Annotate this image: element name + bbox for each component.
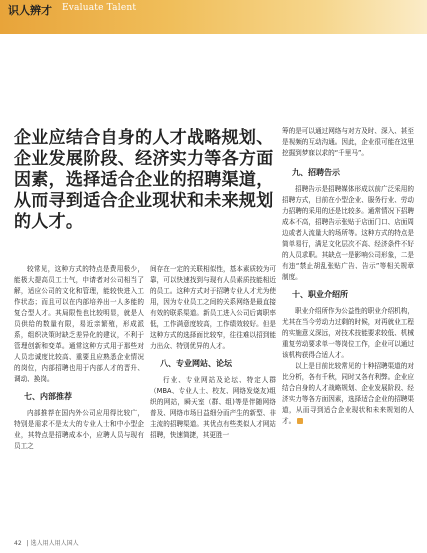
- body-paragraph: 间存在一定的关联相似性，基本素质较为可靠，可以快速找到与现有人员素质技能相近的员工。这种方式对于招聘专业人才尤为使用，因为专业员工之间的关系网络是最直接有效的联系渠道。新员工进入公司后离职率低，工作满意度较高，工作绩效较好。但是这种方式的选择面比较窄，往往难以招到能力出众、特别优异的人才。: [150, 265, 276, 350]
- section-title: 识人辨才: [8, 4, 52, 17]
- header-bar: [0, 0, 427, 34]
- body-paragraph: 行业、专业网站及论坛、特定人群（MBA、专业人士、校友、网络发烧友)组织的网站，瞬天室（群、组)等是伴随网络普及、网络市场日益细分而产生的新型、非主流的招聘渠道。其优点有些类似人才网站招聘，快速简捷，其更胜一: [150, 376, 276, 439]
- page-footer: 42 | 选人用人用人国人: [14, 540, 79, 547]
- column-3: [282, 126, 414, 427]
- column-2: [150, 264, 276, 441]
- section-heading-employment-agency: 十、职业介绍所: [292, 290, 348, 299]
- section-heading-professional-websites: 八、专业网站、论坛: [160, 359, 232, 368]
- magazine-name: 选人用人用人国人: [30, 540, 79, 547]
- page-number: 42: [14, 540, 22, 547]
- body-paragraph: 招聘告示是招聘媒体形成以前广泛采用的招聘方式，目前在小型企业、服务行业、劳动力招聘的采用的还是比较多。通常情况下招聘成本不高，招聘告示张贴于店面门口、店面周边或者人流量大的场所等。这种方式的特点是简单易行，满足文化层次不高、经济条件不好的人员求职。其缺点一是影响公司形象，二是有违“禁止胡乱张贴广告、告示”等相关规章制度。: [282, 185, 414, 281]
- body-paragraph: 内部推荐在国内外公司应用得比较广，特别是需求不是太大的专业人士和中小型企业，其特点是招聘成本小，应聘人员与现有员工之: [14, 409, 144, 450]
- body-paragraph: 职业介绍所作为公益性的职业介绍机构，尤其在当今劳动力过剩的时候，对再就业工程的实施意义深远，对技术技能要求较低、机械重复劳动要求单一等岗位工作，企业可以通过该机构获得合适人才。: [282, 307, 414, 359]
- body-paragraph: 较常见，这种方式的特点是费用极少，能极大提高员工士气，申请者对公司相当了解，适应公司的文化和管理，能较快进入工作状态；而且可以在内部培养出一人多能的复合型人才。其局限性也比较明显，就是人员供给的数量有限，易近亲繁殖，形成派系，组织决策时缺乏差异化的建议，不利于管理创新和变革。通常这种方式用于那些对人员忠诚度比较高、重要且应熟悉企业情况的岗位，内部招聘也用于内部人才的晋升、调动、换岗。: [14, 265, 144, 383]
- lead-paragraph: 企业应结合自身的人才战略规划、企业发展阶段、经济实力等各方面因素，选择适合企业的招聘渠道，从而寻到适合企业现状和未来规划的人才。: [14, 128, 274, 232]
- conclusion-text: 以上是目前比较常见的十种招聘渠道的对比分析，各有千秋，同时又各有利弊。企业应结合自身的人才战略规划、企业发展阶段、经济实力等各方面因素，选择适合企业的招聘渠道，从而寻到适合企业现状和未来规划的人才。: [282, 362, 414, 425]
- body-paragraph: 筹的是可以通过网络与对方及时、深入、甚至是视频的互动沟通。因此，企业很可能在这里挖掘到梦寐以求的“千里马”。: [282, 127, 414, 157]
- section-heading-job-notices: 九、招聘告示: [292, 168, 340, 177]
- section-heading-internal-referral: 七、内部推荐: [24, 392, 72, 401]
- end-mark-icon: [297, 418, 303, 424]
- body-paragraph: [282, 361, 414, 427]
- section-subtitle: Evaluate Talent: [62, 3, 137, 13]
- column-1: [14, 264, 144, 452]
